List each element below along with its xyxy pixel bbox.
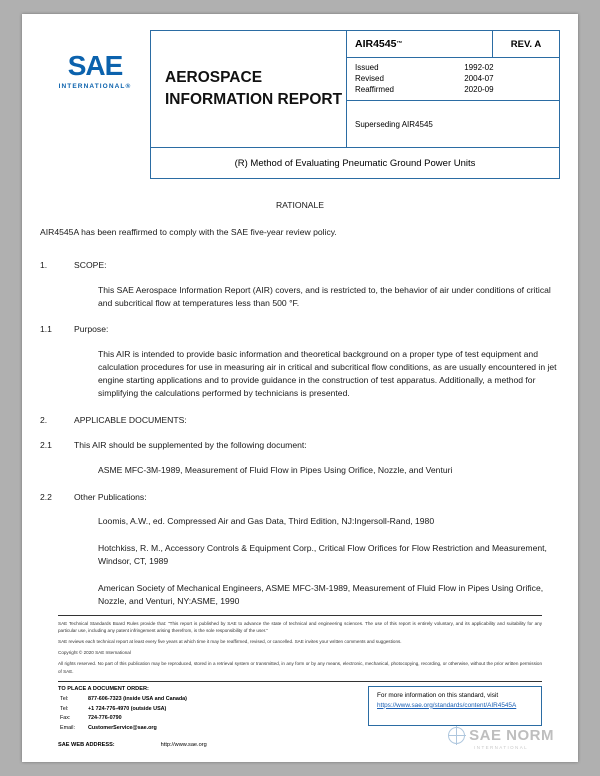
order-label: Tel: bbox=[60, 705, 69, 712]
standard-link[interactable]: https://www.sae.org/standards/content/AIR4545A bbox=[377, 701, 517, 709]
web-address-label: SAE WEB ADDRESS: bbox=[58, 742, 115, 748]
order-label: Email: bbox=[60, 725, 75, 732]
section-number: 2.2 bbox=[40, 491, 52, 502]
document-subject: (R) Method of Evaluating Pneumatic Ground Power Units bbox=[150, 148, 560, 179]
rationale-text: AIR4545A has been reaffirmed to comply with the SAE five-year review policy. bbox=[40, 226, 337, 237]
section-scope-text: This SAE Aerospace Information Report (AIR) covers, and is restricted to, the behavior of air under conditions of critical and subcritical flow at temperatures less than 500 °F. bbox=[98, 284, 551, 308]
order-title: TO PLACE A DOCUMENT ORDER: bbox=[58, 685, 149, 692]
document-page bbox=[22, 14, 578, 762]
section-number: 2.1 bbox=[40, 439, 52, 450]
date-label: Revised bbox=[355, 74, 384, 83]
document-dates bbox=[347, 58, 559, 101]
section-number: 1.1 bbox=[40, 324, 52, 335]
footer-divider bbox=[58, 615, 542, 616]
sae-logo-mark: SAE bbox=[67, 50, 123, 81]
order-row bbox=[60, 706, 187, 714]
document-id-box bbox=[346, 30, 560, 148]
rationale-heading: RATIONALE bbox=[275, 200, 325, 210]
order-value: 724-776-0790 bbox=[88, 715, 122, 722]
footer-bottom bbox=[58, 681, 542, 748]
reference-hotchkiss: Hotchkiss, R. M., Accessory Controls & Equipment Corp., Critical Flow Orifices for Flow Restriction and Measurement, Windsor, CT, 1989 bbox=[98, 543, 547, 567]
section-title: APPLICABLE DOCUMENTS: bbox=[74, 414, 187, 425]
section-applicable-documents-heading bbox=[40, 414, 560, 427]
date-value: 2020-09 bbox=[464, 85, 494, 94]
legal-paragraph: SAE Technical Standards Board Rules provide that: "This report is published by SAE to advance the state of technical and engineering sciences. The use of this report is entirely voluntary, and its applicability and suitability for any particular use, including any patent infringement arising therefrom, is the sole responsibility of the user." bbox=[58, 621, 542, 634]
document-title-line-1: AEROSPACE bbox=[165, 68, 263, 86]
sae-logo-tagline: INTERNATIONAL® bbox=[58, 83, 132, 90]
page-inner bbox=[40, 30, 560, 754]
legal-paragraph: Copyright © 2020 SAE International bbox=[58, 650, 131, 656]
date-row bbox=[355, 73, 551, 84]
section-2-1 bbox=[40, 439, 560, 452]
watermark-text: SAE NORM bbox=[469, 727, 554, 744]
section-purpose-heading bbox=[40, 323, 560, 336]
date-row bbox=[355, 84, 551, 95]
date-label: Reaffirmed bbox=[355, 85, 394, 94]
document-title-box bbox=[150, 30, 346, 148]
order-row[interactable] bbox=[60, 725, 187, 733]
section-number: 1. bbox=[40, 259, 48, 270]
trademark-symbol: ™ bbox=[396, 41, 403, 47]
reference-asme-society: American Society of Mechanical Engineers, ASME MFC-3M-1989, Measurement of Fluid Flow in Pipes Using Orifice, Nozzle, and Venturi, NY:ASME, 1990 bbox=[98, 583, 544, 607]
legal-paragraph: SAE reviews each technical report at least every five years at which time it may be reaffirmed, revised, or cancelled. SAE invites your written comments and suggestions. bbox=[58, 639, 402, 645]
watermark-subtext: INTERNATIONAL bbox=[474, 745, 529, 750]
section-title: Purpose: bbox=[74, 324, 109, 335]
sae-logo bbox=[40, 30, 150, 148]
reference-asme-mfc: ASME MFC-3M-1989, Measurement of Fluid Flow in Pipes Using Orifice, Nozzle, and Venturi bbox=[98, 464, 453, 475]
legal-notice bbox=[58, 620, 542, 675]
order-row bbox=[60, 715, 187, 723]
web-address-row bbox=[58, 742, 358, 748]
web-address-url[interactable]: http://www.sae.org bbox=[160, 742, 207, 748]
section-2-2 bbox=[40, 491, 560, 504]
more-information-box bbox=[368, 686, 542, 726]
section-title: SCOPE: bbox=[74, 259, 107, 270]
date-value: 1992-02 bbox=[464, 63, 494, 72]
document-revision: REV. A bbox=[510, 38, 542, 50]
section-purpose-text: This AIR is intended to provide basic information and theoretical background on a proper type of test equipment and calculation procedures for use in measuring air in critical and subcritical flow conditions, as are usually encountered in jet engine starting applications and to provide guidance in the construction of test apparatus. Additionally, a method for simplifying the calculations performed by technicians is presented. bbox=[98, 349, 557, 399]
order-value: 877-606-7323 (inside USA and Canada) bbox=[88, 695, 187, 702]
order-row bbox=[60, 696, 187, 704]
order-contact-table bbox=[58, 694, 189, 735]
date-label: Issued bbox=[355, 63, 379, 72]
order-label: Fax: bbox=[60, 715, 71, 722]
more-information-text: For more information on this standard, visit bbox=[377, 691, 499, 699]
order-label: Tel: bbox=[60, 695, 69, 702]
document-id-row bbox=[347, 31, 559, 58]
document-number bbox=[347, 31, 493, 57]
section-text: This AIR should be supplemented by the following document: bbox=[74, 439, 307, 450]
document-body bbox=[40, 199, 560, 608]
legal-paragraph: All rights reserved. No part of this publication may be reproduced, stored in a retrieval system or transmitted, in any form or by any means, electronic, mechanical, photocopying, recording, or otherwise, without the prior written permission of SAE. bbox=[58, 661, 542, 674]
date-value: 2004-07 bbox=[464, 74, 494, 83]
order-block bbox=[58, 686, 358, 748]
superseding-note: Superseding AIR4545 bbox=[355, 119, 433, 129]
section-scope-heading bbox=[40, 259, 560, 272]
document-title-line-2: INFORMATION REPORT bbox=[165, 91, 343, 108]
reference-loomis: Loomis, A.W., ed. Compressed Air and Gas Data, Third Edition, NJ:Ingersoll-Rand, 1980 bbox=[98, 516, 435, 527]
document-header bbox=[40, 30, 560, 148]
date-row bbox=[355, 62, 551, 73]
document-number-text: AIR4545 bbox=[355, 38, 397, 50]
document-footer bbox=[58, 615, 542, 748]
page-title bbox=[165, 67, 342, 112]
order-email[interactable]: CustomerService@sae.org bbox=[88, 725, 157, 732]
section-number: 2. bbox=[40, 414, 48, 425]
order-value: +1 724-776-4970 (outside USA) bbox=[88, 705, 167, 712]
section-text: Other Publications: bbox=[74, 491, 147, 502]
